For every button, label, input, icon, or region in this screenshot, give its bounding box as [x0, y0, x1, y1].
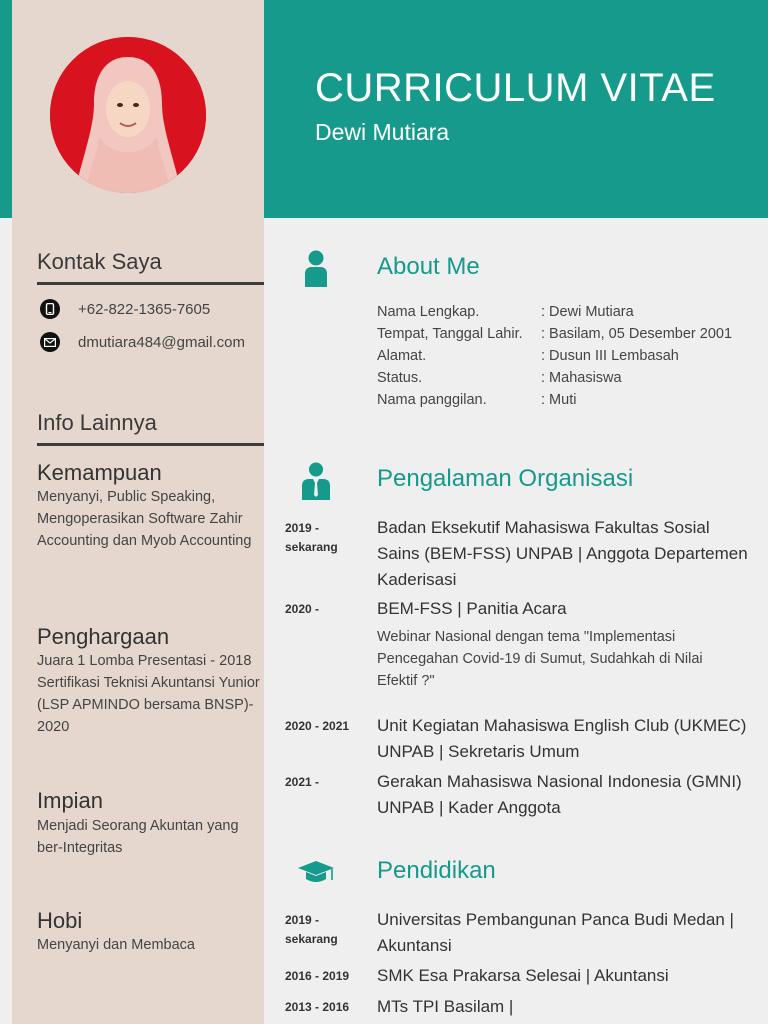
org-entry: Badan Eksekutif Mahasiswa Fakultas Sosial Sains (BEM-FSS) UNPAB | Anggota Departemen Kaderisasi [377, 518, 748, 589]
hobby-text: Menyanyi dan Membaca [37, 937, 195, 953]
org-date: 2020 - 2021 [285, 719, 350, 733]
org-entry: Gerakan Mahasiswa Nasional Indonesia (GMNI) UNPAB | Kader Anggota [377, 772, 742, 817]
edu-date: 2019 - sekarang [285, 913, 338, 946]
contact-divider [37, 282, 264, 285]
skills-heading: Kemampuan [37, 460, 162, 485]
person-portrait-icon [50, 37, 206, 193]
about-key: Nama Lengkap. [377, 304, 480, 320]
about-value: : Muti [541, 392, 577, 408]
org-date: 2021 - [285, 775, 320, 789]
about-row [377, 389, 732, 411]
contact-phone [40, 299, 210, 319]
about-row [377, 323, 732, 345]
about-row [377, 301, 732, 323]
about-key: Nama panggilan. [377, 392, 487, 408]
about-details [377, 301, 732, 411]
person-name: Dewi Mutiara [315, 119, 450, 145]
awards-text: Juara 1 Lomba Presentasi - 2018 Sertifikasi Teknisi Akuntansi Yunior (LSP APMINDO bersama BNSP)- 2020 [37, 653, 260, 735]
about-row [377, 367, 732, 389]
info-heading: Info Lainnya [37, 410, 157, 435]
profile-photo [50, 37, 206, 193]
business-person-icon [301, 462, 331, 505]
hobby-heading: Hobi [37, 908, 83, 933]
email-address[interactable]: dmutiara484@gmail.com [78, 333, 245, 351]
about-value: : Dewi Mutiara [541, 304, 634, 320]
edge-strip [0, 0, 12, 218]
phone-icon [40, 299, 60, 319]
edu-entry: MTs TPI Basilam | [377, 997, 514, 1016]
about-value: : Mahasiswa [541, 370, 622, 386]
edu-entry: Universitas Pembangunan Panca Budi Medan | Akuntansi [377, 910, 734, 955]
org-entry: BEM-FSS | Panitia Acara [377, 599, 567, 618]
dream-text: Menjadi Seorang Akuntan yang ber-Integritas [37, 818, 239, 856]
awards-heading: Penghargaan [37, 624, 170, 649]
edu-date: 2016 - 2019 [285, 969, 350, 983]
dream-heading: Impian [37, 788, 104, 813]
about-value: : Basilam, 05 Desember 2001 [541, 326, 733, 342]
about-key: Status. [377, 370, 423, 386]
graduation-cap-icon [297, 860, 335, 891]
org-date: 2019 - sekarang [285, 521, 338, 554]
about-value: : Dusun III Lembasah [541, 348, 679, 364]
contact-heading: Kontak Saya [37, 249, 162, 274]
person-icon [303, 250, 329, 292]
skills-text: Menyanyi, Public Speaking, Mengoperasikan Software Zahir Accounting dan Myob Accounting [37, 489, 252, 549]
email-icon [40, 332, 60, 352]
about-row [377, 345, 732, 367]
pendidikan-heading: Pendidikan [377, 857, 496, 884]
about-key: Tempat, Tanggal Lahir. [377, 326, 523, 342]
contact-email [40, 332, 245, 352]
org-date: 2020 - [285, 602, 320, 616]
phone-number[interactable]: +62-822-1365-7605 [78, 300, 211, 318]
info-divider [37, 443, 264, 446]
edu-date: 2013 - 2016 [285, 1000, 350, 1014]
about-key: Alamat. [377, 348, 427, 364]
org-entry-description: Webinar Nasional dengan tema "Implementasi Pencegahan Covid-19 di Sumut, Sudahkah di Nilai Efektif ?" [377, 629, 703, 689]
about-heading: About Me [377, 253, 480, 280]
organisasi-heading: Pengalaman Organisasi [377, 465, 634, 492]
edu-entry: SMK Esa Prakarsa Selesai | Akuntansi [377, 966, 669, 985]
page-title: CURRICULUM VITAE [315, 66, 716, 110]
org-entry: Unit Kegiatan Mahasiswa English Club (UKMEC) UNPAB | Sekretaris Umum [377, 716, 747, 761]
